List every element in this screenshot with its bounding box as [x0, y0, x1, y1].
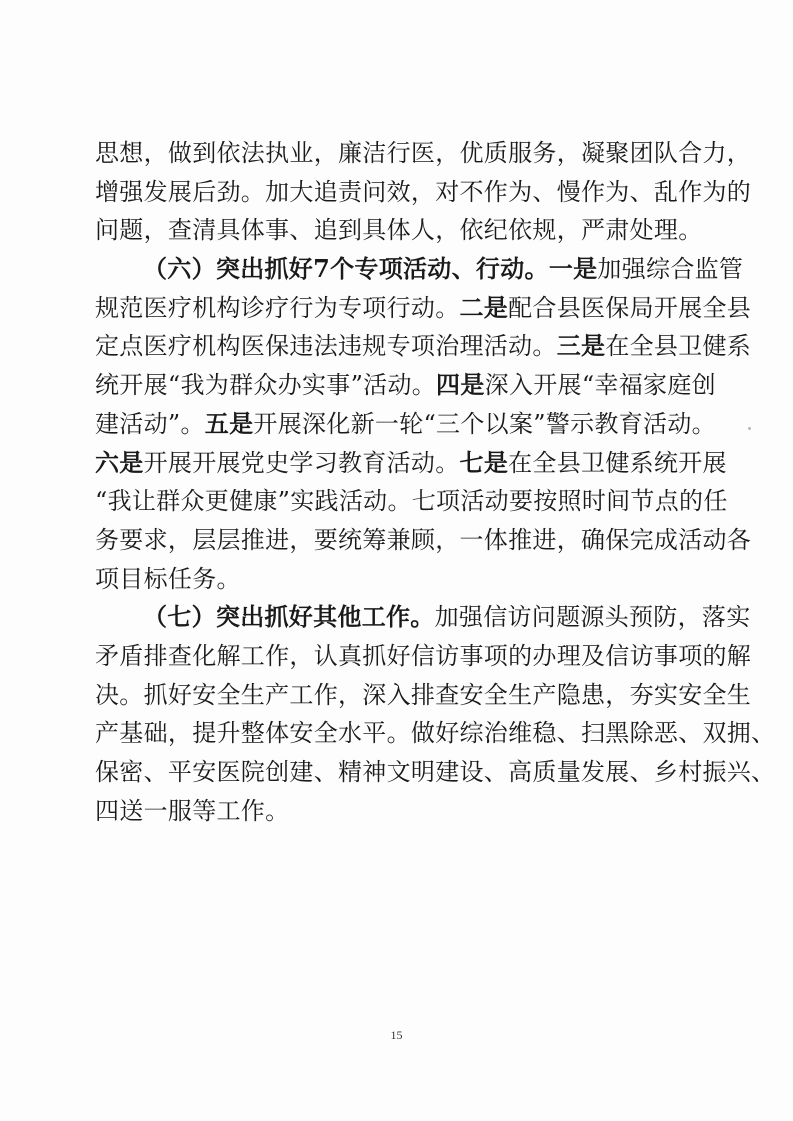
text-line [95, 405, 716, 444]
text-line [95, 211, 703, 250]
text-line [95, 792, 695, 831]
text-segment: 矛盾排查化解工作，认真抓好信访事项的办理及信访事项的解 [95, 641, 752, 670]
text-segment: 四送一服等工作。 [95, 796, 290, 825]
page-number: 15 [390, 1028, 403, 1042]
text-segment: 产基础，提升整体安全水平。做好综治维稳、扫黑除恶、双拥、 [95, 719, 776, 748]
text-line [95, 676, 752, 715]
text-segment: 思想，做到依法执业，廉洁行医，优质服务，凝聚团队合力， [95, 139, 752, 167]
paragraph-continuation [95, 134, 752, 250]
text-line [95, 482, 728, 521]
text-line [95, 637, 752, 676]
text-segment: 定点医疗机构医保违法违规专项治理活动。 [95, 332, 557, 361]
bold-text: 五是 [204, 408, 254, 438]
text-segment: 项目标任务。 [95, 564, 241, 593]
text-segment: 开展深化新一轮“三个以案”警示教育活动。 [253, 409, 716, 438]
text-segment: 开展开展党史学习教育活动。 [143, 448, 460, 477]
text-line [95, 250, 744, 289]
document-body [95, 134, 776, 830]
text-segment: 加强综合监管 [597, 255, 744, 284]
text-segment: 决。抓好安全生产工作，深入排查安全生产隐患，夯实安全生 [95, 680, 752, 709]
bold-text: （七）突出抓好其他工作。 [143, 602, 435, 632]
text-line [95, 753, 776, 792]
text-segment: 在全县卫健系 [605, 332, 752, 361]
text-line [95, 598, 751, 637]
text-line [95, 173, 752, 212]
text-segment: 建活动”。 [95, 409, 205, 438]
bold-text: 六是 [95, 447, 144, 477]
text-line [95, 560, 695, 599]
bold-text: 三是 [556, 331, 606, 361]
bold-text: 二是 [459, 292, 509, 322]
text-line [95, 289, 752, 328]
text-segment: 统开展“我为群众办实事”活动。 [95, 371, 437, 400]
text-segment: 规范医疗机构诊疗行为专项行动。 [95, 293, 460, 322]
text-segment: 配合县医保局开展全县 [508, 293, 752, 322]
text-segment: 务要求，层层推进，要统筹兼顾，一体推进，确保完成活动各 [95, 525, 752, 554]
bold-text: 七是 [459, 447, 509, 477]
text-line [95, 444, 727, 483]
scan-speck [748, 427, 751, 430]
bold-text: （六）突出抓好7个专项活动、行动。 [143, 254, 549, 284]
paragraph-section-six [95, 250, 752, 598]
text-line [95, 366, 716, 405]
text-line [95, 714, 776, 753]
paragraph-section-seven [95, 598, 776, 830]
text-segment: 问题，查清具体事、追到具体人，依纪依规，严肃处理。 [95, 216, 703, 245]
text-segment: 保密、平安医院创建、精神文明建设、高质量发展、乡村振兴、 [95, 758, 776, 786]
text-segment: “我让群众更健康”实践活动。七项活动要按照时间节点的任 [95, 487, 728, 516]
text-segment: 在全县卫健系统开展 [508, 448, 727, 477]
bold-text: 四是 [436, 370, 485, 400]
text-segment: 增强发展后劲。加大追责问效，对不作为、慢作为、乱作为的 [95, 177, 752, 206]
bold-text: 一是 [548, 254, 598, 284]
text-segment: 加强信访问题源头预防，落实 [434, 603, 751, 632]
text-line [95, 521, 752, 560]
text-segment: 深入开展“幸福家庭创 [484, 371, 716, 400]
text-line [95, 327, 752, 366]
text-line [95, 134, 752, 173]
